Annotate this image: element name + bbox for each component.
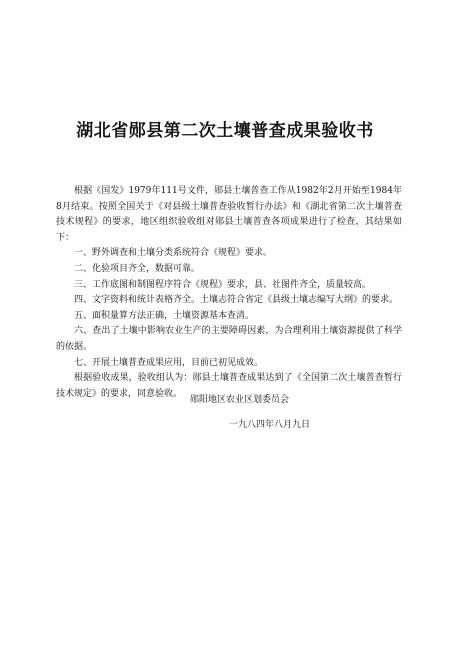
document-title: 湖北省郧县第二次土壤普查成果验收书 — [76, 121, 374, 141]
document-body — [56, 184, 402, 402]
paragraph-item-4: 四、文字资料和统计表格齐全。土壤志符合省定《县级土壤志编写大纲》的要求。 — [74, 295, 399, 306]
paragraph-item-7: 七、开展土壤普查成果应用，目前已初见成效。 — [74, 357, 264, 368]
paragraph-intro: 根据《国发》1979年111号文件，郧县土壤普查工作从1982年2月开始至1984年8月结束。按照全国关于《对县级土壤普查验收暂行办法》和《湖北省第二次土壤普查技术规程》的要求，地区组织验收组对郧县土壤普查各项成果进行了检查，其结果如下： — [56, 186, 402, 243]
signature-organization: 郧阳地区农业区划委员会 — [190, 395, 290, 405]
paragraph-item-3: 三、工作底图和制图程序符合《规程》要求，县、社图件齐全，质量较高。 — [74, 279, 372, 290]
signature-date: 一九八四年八月九日 — [229, 420, 311, 430]
paragraph-item-6: 六、查出了土壤中影响农业生产的主要障碍因素，为合理利用土壤资源提供了科学的依据。 — [56, 326, 402, 352]
paragraph-item-2: 二、化验项目齐全，数据可靠。 — [74, 263, 201, 274]
paragraph-item-5: 五、面积量算方法正确，土壤资源基本查清。 — [74, 310, 255, 321]
paragraph-conclusion: 根据验收成果，验收组认为：郧县土壤普查成果达到了《全国第二次土壤普查暂行技术规定》的要求，同意验收。 — [56, 373, 402, 399]
paragraph-item-1: 一、野外调查和土壤分类系统符合《规程》要求。 — [74, 248, 273, 259]
